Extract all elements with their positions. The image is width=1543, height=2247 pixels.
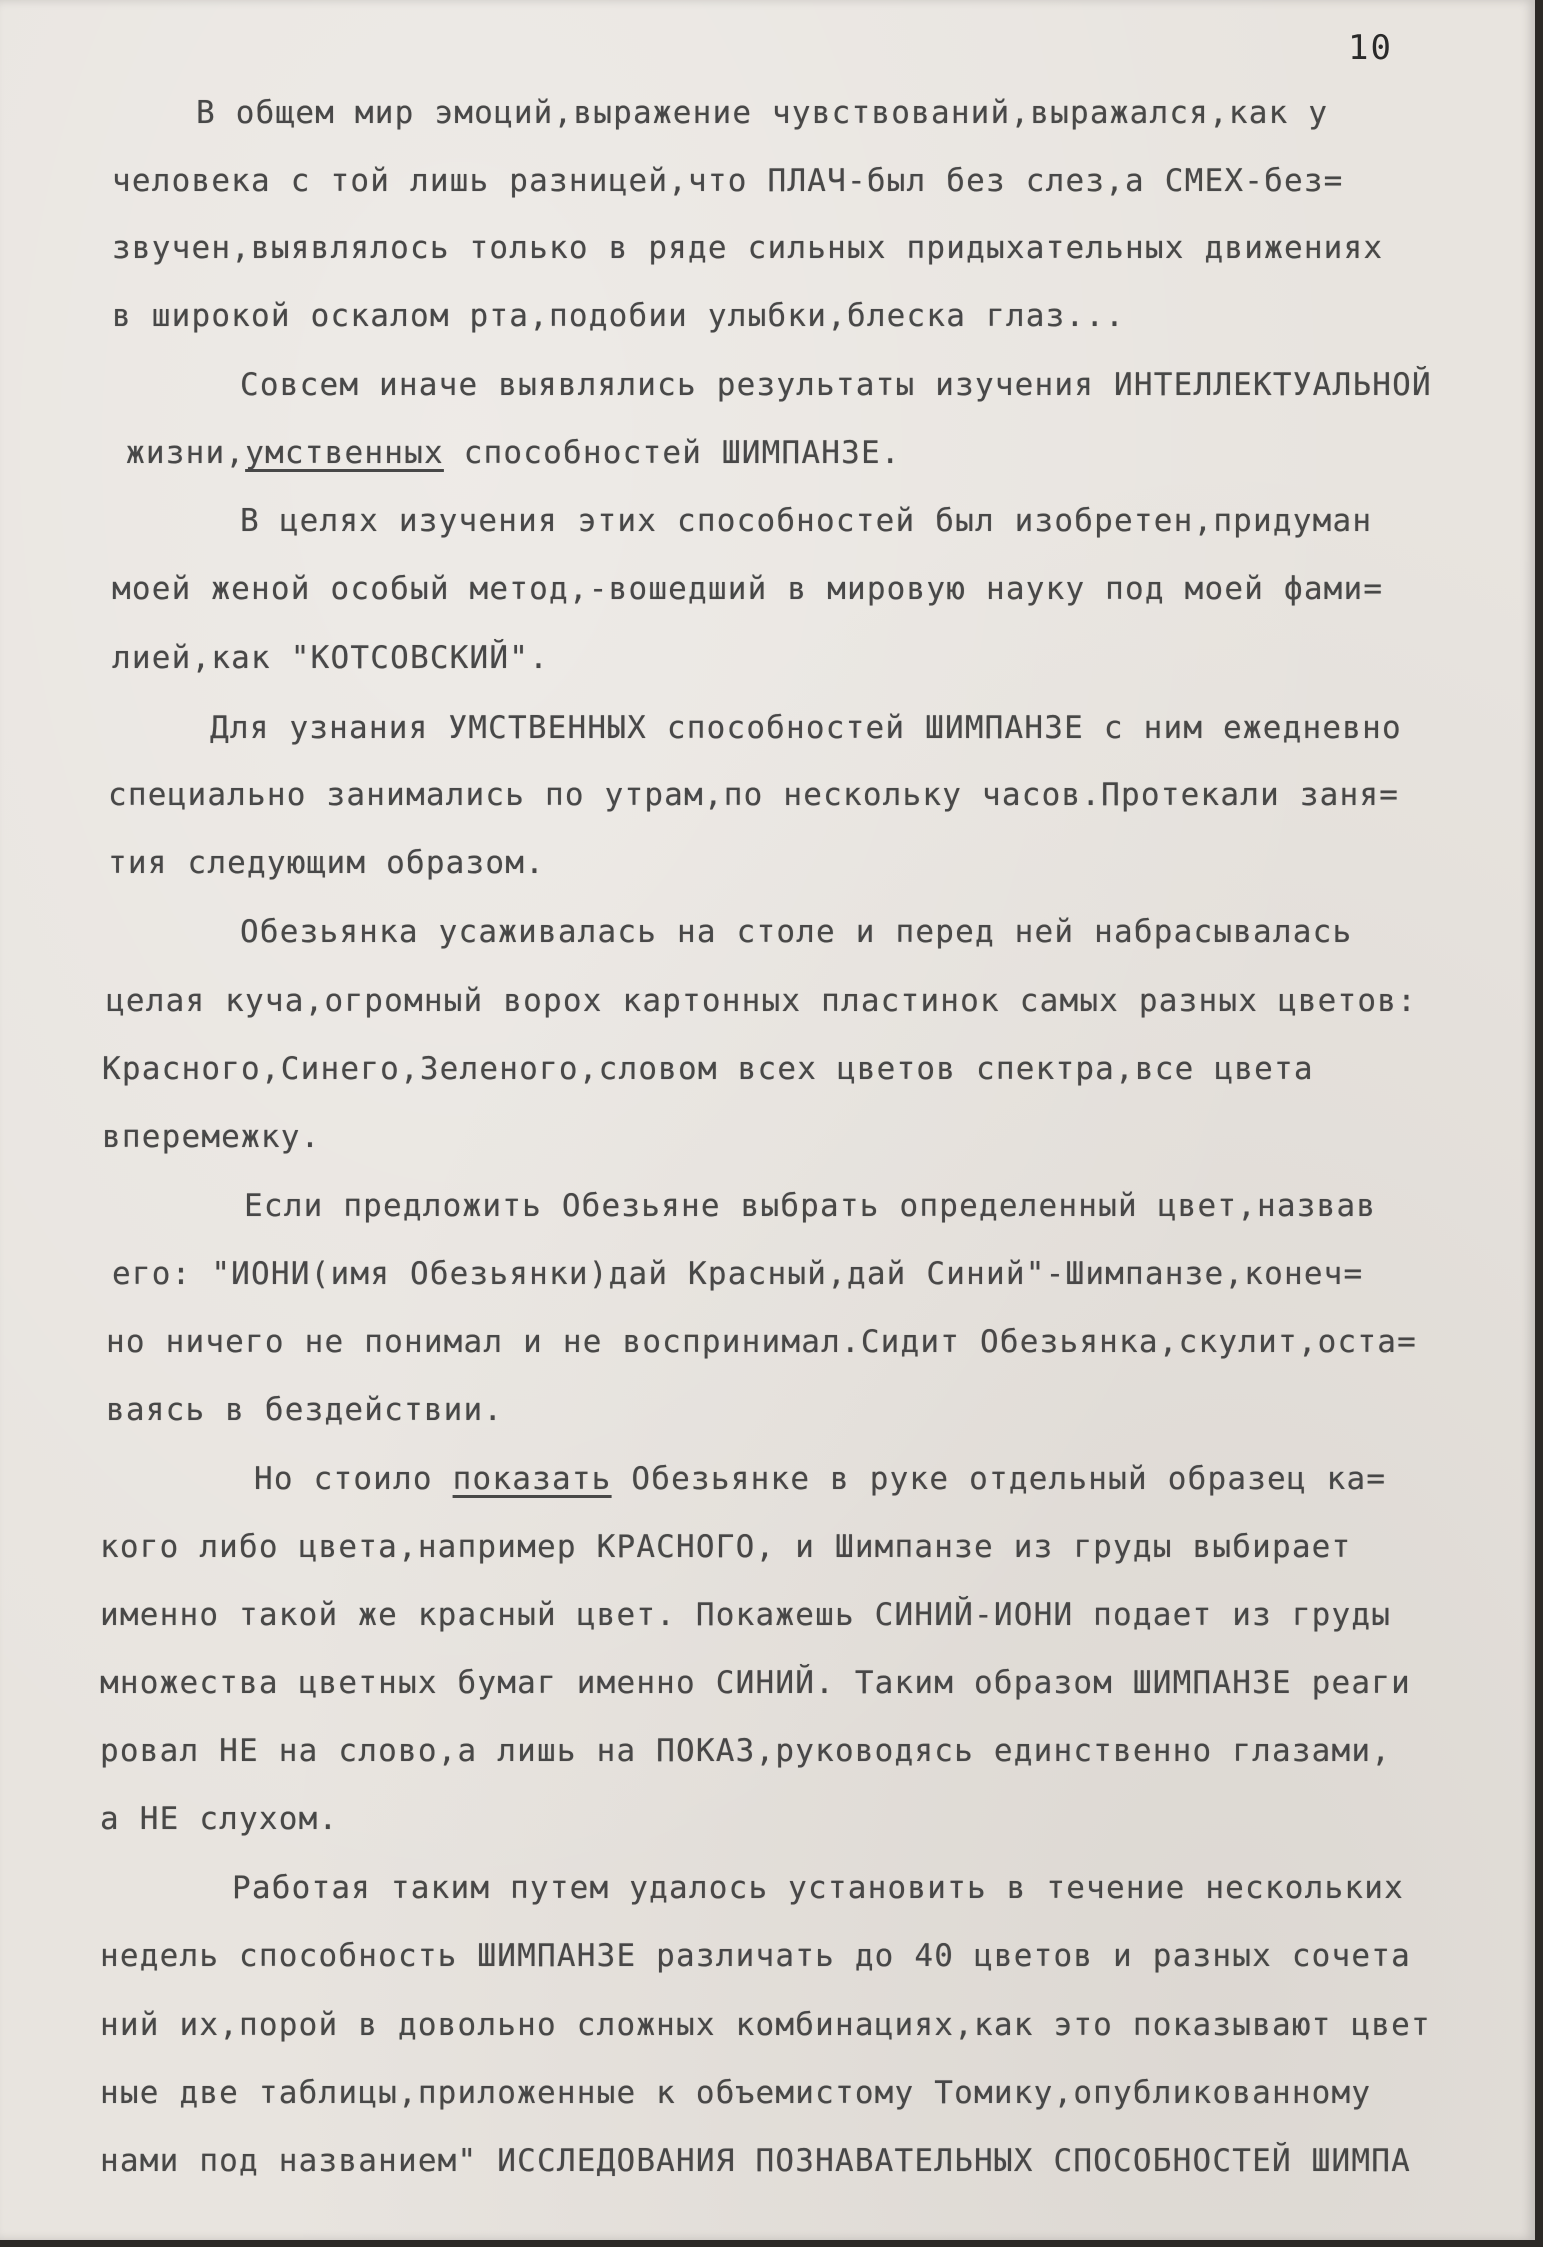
text-line-24: множества цветных бумаг именно СИНИЙ. Таким образом ШИМПАНЗЕ реаги — [100, 1665, 1411, 1701]
text-line-2: человека с той лишь разницей,что ПЛАЧ-был без слез,а СМЕХ-без= — [112, 163, 1344, 199]
text-line-21-underlined: показать — [452, 1461, 612, 1497]
text-line-15: Красного,Синего,Зеленого,словом всех цветов спектра,все цвета — [102, 1051, 1314, 1087]
text-line-9: лией,как "КОТСОВСКИЙ". — [112, 640, 549, 676]
text-line-5: Совсем иначе выявлялись результаты изучения ИНТЕЛЛЕКТУАЛЬНОЙ — [240, 367, 1432, 403]
text-line-18: его: "ИОНИ(имя Обезьянки)дай Красный,дай Синий"-Шимпанзе,конеч= — [112, 1256, 1364, 1292]
text-line-21-part-b: Обезьянке в руке отдельный образец ка= — [611, 1461, 1387, 1497]
text-line-17: Если предложить Обезьяне выбрать определенный цвет,назвав — [244, 1188, 1377, 1224]
text-line-31: нами под названием" ИССЛЕДОВАНИЯ ПОЗНАВАТЕЛЬНЫХ СПОСОБНОСТЕЙ ШИМПА — [100, 2143, 1411, 2179]
text-line-6-part-a: жизни, — [126, 435, 246, 471]
text-line-14: целая куча,огромный ворох картонных пластинок самых разных цветов: — [106, 983, 1417, 1019]
text-line-16: вперемежку. — [102, 1119, 321, 1155]
text-line-29: ний их,порой в довольно сложных комбинациях,как это показывают цвет — [100, 2007, 1431, 2043]
text-line-30: ные две таблицы,приложенные к объемистому Томику,опубликованному — [100, 2075, 1372, 2111]
text-line-10: Для узнания УМСТВЕННЫХ способностей ШИМПАНЗЕ с ним ежедневно — [210, 710, 1402, 746]
text-line-1: В общем мир эмоций,выражение чувствований,выражался,как у — [196, 95, 1329, 131]
scan-edge-bottom — [0, 2240, 1543, 2247]
text-line-27: Работая таким путем удалось установить в течение нескольких — [232, 1870, 1404, 1906]
text-line-4: в широкой оскалом рта,подобии улыбки,блеска глаз... — [112, 298, 1126, 334]
text-line-11: специально занимались по утрам,по нескольку часов.Протекали заня= — [108, 777, 1400, 813]
text-line-23: именно такой же красный цвет. Покажешь СИНИЙ-ИОНИ подает из груды — [100, 1597, 1392, 1633]
scan-edge-right — [1535, 0, 1543, 2247]
text-line-3: звучен,выявлялось только в ряде сильных придыхательных движениях — [112, 230, 1384, 266]
text-line-12: тия следующим образом. — [108, 845, 545, 881]
text-line-13: Обезьянка усаживалась на столе и перед ней набрасывалась — [240, 914, 1353, 950]
text-line-28: недель способность ШИМПАНЗЕ различать до 40 цветов и разных сочета — [100, 1938, 1411, 1974]
text-line-26: а НЕ слухом. — [100, 1801, 339, 1837]
text-line-21-part-a: Но стоило — [254, 1461, 453, 1497]
text-line-21 — [254, 1461, 1386, 1497]
text-line-22: кого либо цвета,например КРАСНОГО, и Шимпанзе из груды выбирает — [100, 1529, 1352, 1565]
text-line-6-part-b: способностей ШИМПАНЗЕ. — [443, 435, 901, 471]
text-line-8: моей женой особый метод,-вошедший в мировую науку под моей фами= — [112, 571, 1384, 607]
text-line-25: ровал НЕ на слово,а лишь на ПОКАЗ,руководясь единственно глазами, — [100, 1733, 1392, 1769]
text-line-7: В целях изучения этих способностей был изобретен,придуман — [240, 503, 1373, 539]
page-number: 10 — [1348, 28, 1393, 68]
text-line-6 — [126, 435, 901, 471]
text-line-19: но ничего не понимал и не воспринимал.Сидит Обезьянка,скулит,оста= — [106, 1324, 1417, 1360]
text-line-6-underlined: умственных — [245, 435, 444, 471]
text-line-20: ваясь в бездействии. — [106, 1392, 504, 1428]
